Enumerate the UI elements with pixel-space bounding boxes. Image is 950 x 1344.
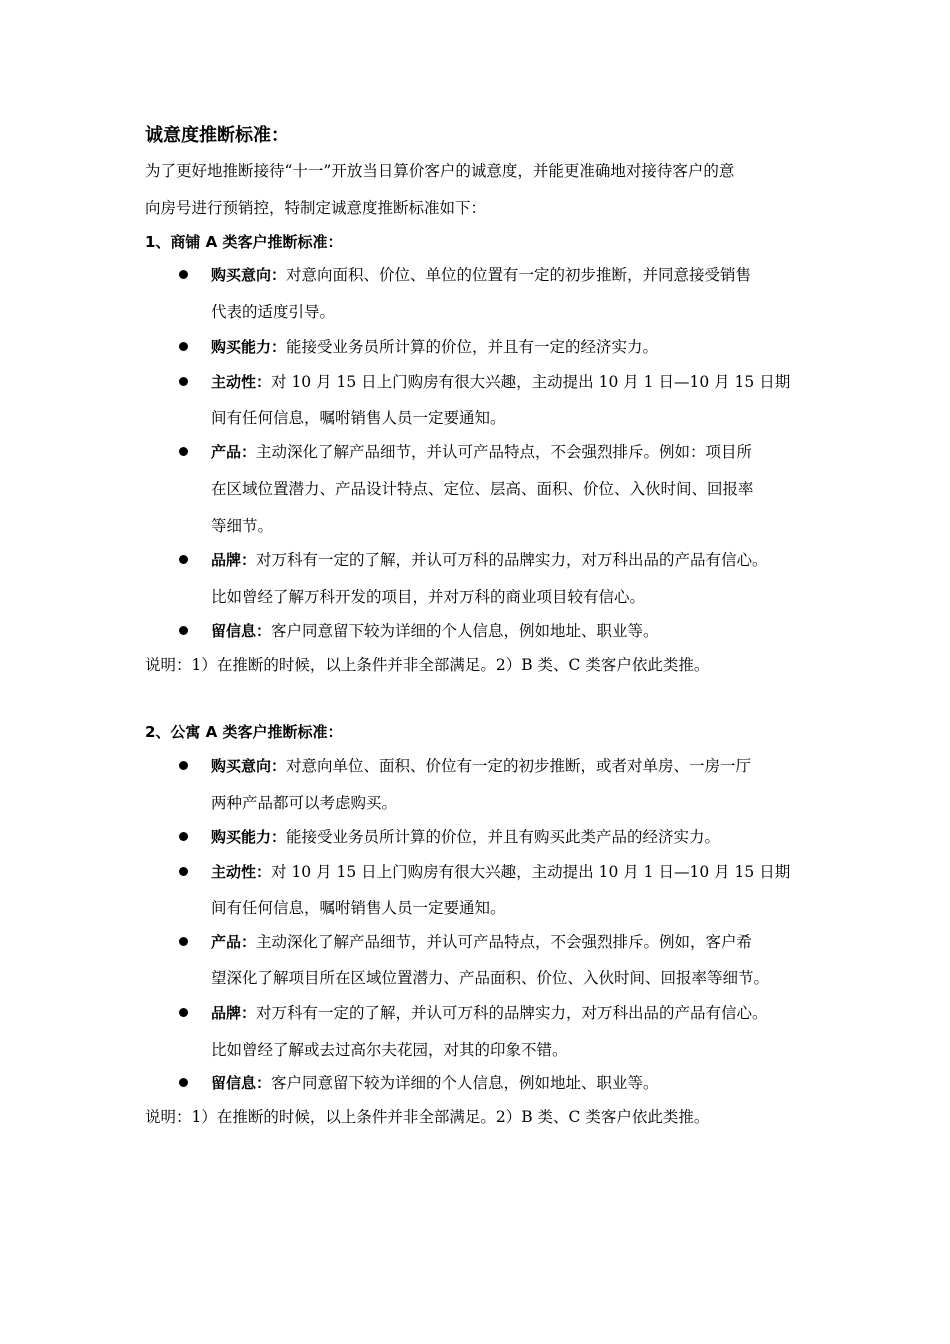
item-continuation: 间有任何信息，嘱咐销售人员一定要通知。 <box>211 899 506 917</box>
bullet-icon <box>179 761 188 770</box>
list-item <box>211 1073 659 1093</box>
bullet-icon <box>179 555 188 564</box>
item-text: 对意向面积、价位、单位的位置有一定的初步推断，并同意接受销售 <box>286 266 752 284</box>
bullet-icon <box>179 1078 188 1087</box>
bullet-icon <box>179 270 188 279</box>
item-text: 客户同意留下较为详细的个人信息，例如地址、职业等。 <box>271 622 659 640</box>
item-text: 能接受业务员所计算的价位，并且有购买此类产品的经济实力。 <box>286 828 721 846</box>
item-keyword: 品牌： <box>211 551 257 569</box>
list-item <box>211 265 751 285</box>
list-item <box>211 827 720 847</box>
section-2-note: 说明：1）在推断的时候，以上条件并非全部满足。2）B 类、C 类客户依此类推。 <box>145 1108 710 1126</box>
item-keyword: 购买能力： <box>211 338 287 356</box>
item-text: 主动深化了解产品细节，并认可产品特点，不会强烈排斥。例如，客户希 <box>256 933 753 951</box>
item-text: 对 10 月 15 日上门购房有很大兴趣，主动提出 10 月 1 日—10 月 15 日期 <box>271 863 791 881</box>
item-continuation: 两种产品都可以考虑购买。 <box>211 794 398 812</box>
bullet-icon <box>179 867 188 876</box>
bullet-icon <box>179 1008 188 1017</box>
item-keyword: 留信息： <box>211 622 272 640</box>
item-keyword: 购买意向： <box>211 266 287 284</box>
item-keyword: 产品： <box>211 443 257 461</box>
bullet-icon <box>179 342 188 351</box>
item-continuation: 等细节。 <box>211 517 274 535</box>
intro-line-2: 向房号进行预销控，特制定诚意度推断标准如下： <box>145 199 487 217</box>
bullet-icon <box>179 832 188 841</box>
list-item <box>211 621 659 641</box>
item-continuation: 比如曾经了解或去过高尔夫花园，对其的印象不错。 <box>211 1041 568 1059</box>
item-keyword: 购买意向： <box>211 757 287 775</box>
document-title: 诚意度推断标准： <box>145 125 289 146</box>
item-keyword: 主动性： <box>211 373 272 391</box>
item-text: 主动深化了解产品细节，并认可产品特点，不会强烈排斥。例如：项目所 <box>256 443 753 461</box>
item-text: 对 10 月 15 日上门购房有很大兴趣，主动提出 10 月 1 日—10 月 15 日期 <box>271 373 791 391</box>
item-text: 对万科有一定的了解，并认可万科的品牌实力，对万科出品的产品有信心。 <box>256 551 768 569</box>
item-keyword: 品牌： <box>211 1004 257 1022</box>
list-item <box>211 372 790 392</box>
item-keyword: 产品： <box>211 933 257 951</box>
intro-line-1: 为了更好地推断接待“十一”开放当日算价客户的诚意度，并能更准确地对接待客户的意 <box>145 162 735 180</box>
section-2-heading: 2、公寓 A 类客户推断标准： <box>145 723 343 741</box>
bullet-icon <box>179 937 188 946</box>
list-item <box>211 1003 768 1023</box>
item-text: 对意向单位、面积、价位有一定的初步推断，或者对单房、一房一厅 <box>286 757 752 775</box>
item-text: 客户同意留下较为详细的个人信息，例如地址、职业等。 <box>271 1074 659 1092</box>
list-item <box>211 756 751 776</box>
bullet-icon <box>179 447 188 456</box>
item-continuation: 望深化了解项目所在区域位置潜力、产品面积、价位、入伙时间、回报率等细节。 <box>211 969 770 987</box>
list-item <box>211 932 752 952</box>
bullet-icon <box>179 377 188 386</box>
item-text: 能接受业务员所计算的价位，并且有一定的经济实力。 <box>286 338 659 356</box>
item-text: 对万科有一定的了解，并认可万科的品牌实力，对万科出品的产品有信心。 <box>256 1004 768 1022</box>
item-continuation: 代表的适度引导。 <box>211 303 336 321</box>
item-continuation: 比如曾经了解万科开发的项目，并对万科的商业项目较有信心。 <box>211 588 646 606</box>
list-item <box>211 550 768 570</box>
item-continuation: 在区域位置潜力、产品设计特点、定位、层高、面积、价位、入伙时间、回报率 <box>211 480 754 498</box>
section-1-heading: 1、商铺 A 类客户推断标准： <box>145 233 343 251</box>
bullet-icon <box>179 626 188 635</box>
item-keyword: 购买能力： <box>211 828 287 846</box>
item-keyword: 主动性： <box>211 863 272 881</box>
item-keyword: 留信息： <box>211 1074 272 1092</box>
section-1-note: 说明：1）在推断的时候，以上条件并非全部满足。2）B 类、C 类客户依此类推。 <box>145 656 710 674</box>
item-continuation: 间有任何信息，嘱咐销售人员一定要通知。 <box>211 409 506 427</box>
list-item <box>211 442 752 462</box>
list-item <box>211 337 658 357</box>
list-item <box>211 862 790 882</box>
